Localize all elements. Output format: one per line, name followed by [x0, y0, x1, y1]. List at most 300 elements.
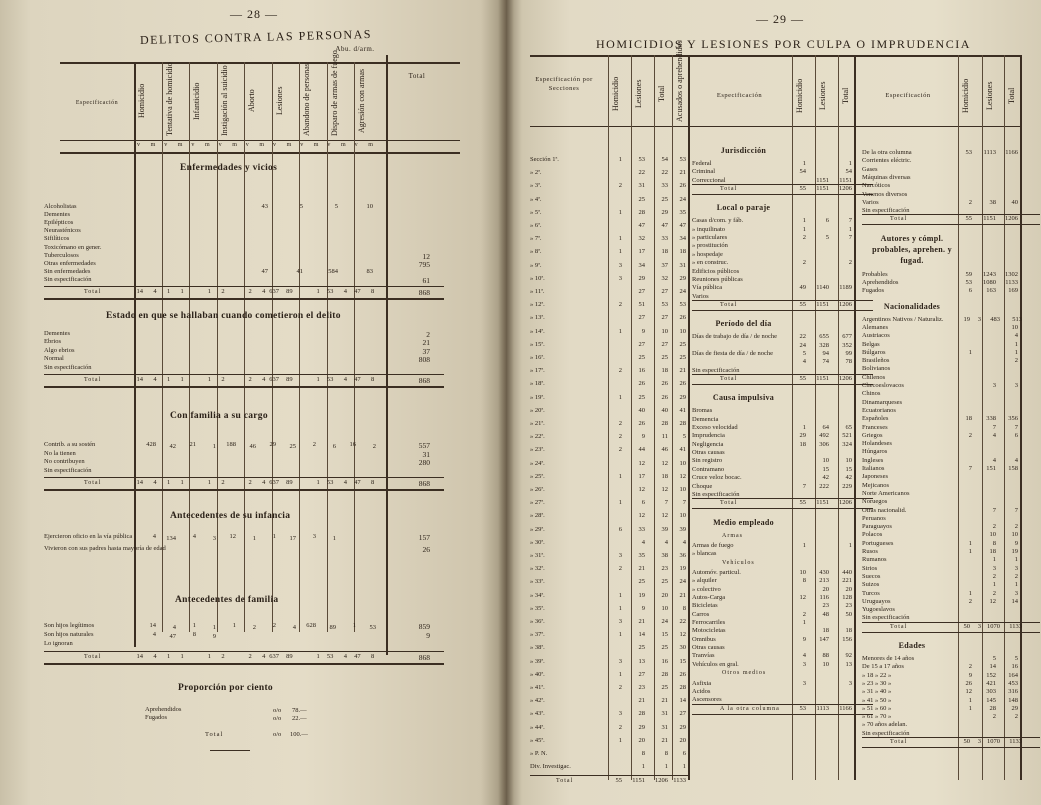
row-label: Ecuatorianos — [862, 406, 896, 414]
section-lesiones: 19 — [638, 591, 645, 599]
cell-value: 2 — [968, 663, 972, 671]
row-label: Portugueses — [862, 539, 894, 547]
cell-value: 1 — [212, 624, 216, 631]
total-value: 4 — [343, 479, 347, 487]
section-lesiones: 26 — [638, 380, 645, 388]
total-rule — [386, 55, 388, 655]
row-label: Dementes — [44, 330, 70, 337]
section-acusados: 10 — [679, 486, 686, 493]
cell-value: 1 — [992, 556, 996, 564]
section-acusados: 26 — [679, 380, 686, 388]
vm-label: v — [218, 142, 222, 148]
row-label: Aprehendidos — [145, 706, 182, 713]
total-value: 1133 — [1009, 738, 1022, 745]
total-label: Total — [720, 186, 738, 193]
total-value: 8 — [370, 653, 375, 660]
cell-value: 1 — [968, 704, 972, 712]
row-label: Asfixia — [692, 679, 712, 687]
section-acusados: 15 — [679, 657, 686, 665]
total-value: 55 — [615, 777, 622, 785]
section-total: 27 — [661, 288, 668, 295]
cell-value: 9 — [968, 671, 972, 679]
vm-label: m — [259, 142, 265, 148]
total-value: 8 — [370, 376, 375, 383]
total-value: 1206 — [839, 300, 852, 308]
row-label: Tuberculosos — [44, 251, 79, 259]
row-label: Normal — [44, 355, 64, 363]
vm-label: m — [205, 142, 210, 148]
cell-value: 6 — [1014, 431, 1018, 439]
cell-value: 1113 — [983, 149, 996, 156]
section-label: » 5ª. — [530, 208, 542, 216]
section-homicidio: 1 — [618, 208, 622, 216]
section-total: 4 — [664, 538, 668, 546]
row-label: Fugados — [862, 287, 885, 295]
total-sum: 868 — [418, 479, 430, 489]
column-header: Disparo de armas de fuego — [329, 50, 339, 136]
row-label: Brasileños — [862, 357, 890, 365]
section-label: » 36ª. — [530, 618, 545, 625]
row-label: » inquilinato — [692, 225, 726, 233]
row-label: » alquiler — [692, 577, 717, 585]
section-acusados: 21 — [679, 367, 686, 375]
total-top-rule — [44, 374, 444, 375]
cell-value: 18 — [822, 627, 829, 635]
total-value: 2 — [221, 479, 225, 487]
section-total: 25 — [661, 644, 668, 652]
section-homicidio: 2 — [618, 301, 622, 309]
column-rule — [189, 62, 190, 632]
section-acusados: 21 — [679, 591, 686, 599]
cell-value: 18 — [965, 415, 972, 423]
total-bottom-rule — [44, 663, 444, 665]
cell-value: 2 — [1014, 713, 1018, 721]
cell-value: 145 — [986, 696, 996, 704]
section-total: 27 — [661, 340, 668, 348]
section-acusados: 29 — [679, 723, 686, 731]
cell-value: 1 — [192, 622, 196, 629]
section-total: 47 — [661, 222, 668, 229]
cell-value: 1140 — [816, 284, 829, 292]
section-acusados: 35 — [679, 208, 686, 216]
section-lesiones: 32 — [638, 235, 645, 243]
total-value: 55 — [799, 300, 806, 308]
total-sum: 868 — [418, 288, 430, 297]
total-value: 55 — [799, 185, 806, 193]
total-value: 14 — [136, 653, 143, 660]
vm-label: m — [150, 142, 156, 148]
cell-value: 188 — [226, 441, 236, 448]
section-label: » P. N. — [530, 750, 548, 757]
row-label: Vía pública — [692, 284, 723, 292]
total-bottom-rule — [692, 714, 873, 715]
total-value: 53 — [326, 376, 334, 383]
section-lesiones: 16 — [638, 367, 645, 375]
cell-value: 2 — [312, 441, 316, 448]
cell-value: 1 — [272, 533, 276, 540]
section-total: 25 — [661, 354, 668, 361]
total-value: 4 — [153, 288, 157, 295]
cell-value: 2 — [992, 523, 996, 531]
section-lesiones: 27 — [638, 314, 645, 322]
total-bottom-rule — [862, 747, 1040, 748]
cell-value: 10 — [989, 531, 996, 539]
total-value: 2 — [221, 376, 225, 383]
cell-value: 2 — [802, 234, 806, 242]
column-rule — [815, 55, 816, 780]
row-label: Belgas — [862, 340, 880, 348]
cell-value: 147 — [819, 635, 829, 643]
section-label: » 6ª. — [530, 222, 542, 229]
row-label: » 70 años adelan. — [862, 721, 908, 729]
section-title: Período del día — [715, 319, 772, 329]
total-value: 53 — [799, 704, 806, 712]
section-homicidio: 2 — [618, 723, 622, 731]
section-total: 25 — [661, 684, 668, 691]
row-label: Vehículos en gral. — [692, 660, 739, 668]
row-label: » 51 » 60 » — [862, 704, 892, 712]
vm-label: v — [273, 142, 276, 148]
cell-value: 4 — [992, 431, 996, 439]
section-acusados: 29 — [679, 274, 686, 282]
total-label: A la otra columna — [720, 705, 780, 712]
vm-label: m — [341, 142, 346, 148]
row-label: Omnibus — [692, 635, 716, 643]
cell-value: 4 — [192, 533, 196, 540]
section-lesiones: 13 — [638, 657, 645, 665]
cell-value: 1 — [212, 443, 216, 450]
total-value: 55 — [965, 215, 972, 223]
cell-value: 12 — [229, 533, 236, 540]
row-label: Fugados — [145, 714, 168, 721]
cell-value: 1 — [1014, 581, 1018, 589]
cell-value: 46 — [249, 443, 256, 450]
cell-value: 2 — [802, 610, 806, 618]
row-label: Federal — [692, 160, 712, 167]
row-label: Demencia — [692, 415, 719, 423]
section-label: » 21ª. — [530, 420, 545, 427]
total-label: Total — [720, 301, 738, 308]
row-total: 280 — [418, 458, 430, 468]
section-label: » 29ª. — [530, 525, 545, 533]
section-lesiones: 28 — [638, 710, 645, 718]
row-label: Correccional — [692, 176, 726, 184]
cell-value: 18 — [989, 548, 996, 555]
column-header: Total — [657, 85, 666, 103]
section-lesiones: 29 — [638, 723, 645, 731]
section-total: 31 — [661, 723, 668, 731]
cell-value: 2 — [272, 622, 276, 629]
section-label: » 26ª. — [530, 486, 545, 493]
cell-value: 8 — [992, 539, 996, 547]
section-total: 23 — [661, 565, 668, 573]
column-end-rule — [854, 55, 856, 780]
row-label: Noruegos — [862, 498, 888, 506]
section-acusados: 26 — [679, 670, 686, 678]
total-value: 1133 — [1009, 622, 1022, 630]
cell-value: 213 — [819, 577, 829, 585]
section-total: 16 — [661, 657, 668, 665]
total-value: 89 — [286, 653, 293, 660]
row-label: Autos-Carga — [692, 594, 726, 601]
row-label: Yugoeslavos — [862, 606, 895, 614]
row-label: Contrib. a su sostén — [44, 441, 96, 448]
column-header: Lesiones — [818, 81, 827, 111]
section-label: » 44ª. — [530, 723, 545, 731]
cell-value: 7 — [968, 465, 972, 472]
cell-value: 88 — [822, 652, 829, 660]
vm-label: v — [137, 142, 140, 148]
cell-value: 2 — [968, 198, 972, 206]
total-value: 1 — [207, 479, 211, 487]
section-title: Antecedentes de familia — [175, 595, 279, 605]
total-top-rule — [44, 477, 444, 478]
header-bottom-rule — [530, 126, 1020, 127]
column-header: Homicidio — [137, 83, 146, 119]
row-label: Son hijos naturales — [44, 631, 94, 638]
cell-value: 2 — [968, 597, 972, 605]
section-lesiones: 21 — [638, 618, 645, 625]
total-value: 4 — [262, 288, 266, 295]
percent-value: 22.— — [292, 715, 307, 722]
cell-value: 328 — [819, 341, 829, 349]
cell-value: 677 — [842, 333, 852, 341]
cell-value: 40 — [1011, 198, 1018, 206]
row-label: » 31 » 40 » — [862, 688, 892, 696]
section-title: Autores y cómpl. probables, aprehen. y fugad. — [872, 233, 952, 265]
total-value: 4 — [153, 653, 157, 660]
row-total: 26 — [422, 545, 430, 554]
section-lesiones: 47 — [638, 222, 645, 229]
cell-value: 222 — [819, 482, 829, 490]
section-homicidio: 1 — [618, 248, 622, 256]
cell-value: 43 — [261, 203, 268, 210]
row-label: Algo ebrios — [44, 346, 75, 354]
section-acusados: 14 — [679, 697, 686, 705]
cell-value: 1189 — [839, 284, 852, 292]
section-homicidio: 1 — [618, 235, 622, 243]
total-value: 2 — [248, 479, 252, 487]
section-acusados: 25 — [679, 354, 686, 361]
row-label: Sin especificación — [862, 207, 910, 215]
section-total: 21 — [661, 697, 668, 705]
cell-value: 22 — [799, 333, 806, 341]
row-label: Menores de 14 años — [862, 655, 915, 662]
section-total: 18 — [661, 472, 668, 480]
total-value: 55 — [799, 499, 806, 507]
section-homicidio: 3 — [618, 657, 622, 665]
subsection-title: Otros medios — [722, 670, 767, 677]
cell-value: 4 — [172, 624, 176, 631]
section-title: Con familia a su cargo — [170, 411, 268, 421]
column-header: Homicidio — [795, 78, 804, 114]
cell-value: 3 — [802, 660, 806, 668]
cell-value: 10 — [822, 457, 829, 465]
total-value: 1151 — [816, 499, 829, 507]
cell-value: 42 — [169, 443, 176, 450]
section-label: » 22ª. — [530, 433, 545, 441]
section-label: » 15ª. — [530, 340, 545, 348]
cell-value: 2 — [1014, 523, 1018, 531]
row-label: Gases — [862, 165, 878, 173]
total-value: 89 — [286, 288, 293, 295]
column-header: Tentativa de homicidio — [164, 62, 174, 136]
section-acusados: 21 — [679, 169, 686, 177]
spec-header: Especificación — [75, 100, 119, 106]
row-label: Sin especificación — [692, 490, 740, 498]
section-total: 39 — [661, 525, 668, 533]
total-label: Total — [556, 778, 574, 785]
row-label: Búlgaros — [862, 348, 886, 356]
section-acusados: 12 — [679, 472, 686, 480]
section-lesiones: 6 — [641, 499, 645, 507]
section-total: 33 — [661, 182, 668, 190]
row-label: Días de trabajo de día / de noche — [692, 333, 778, 341]
section-acusados: 10 — [679, 512, 686, 520]
section-acusados: 47 — [679, 222, 686, 229]
column-header: Acusados o aprehendidos — [675, 40, 684, 122]
cell-value: 1 — [802, 541, 806, 549]
section-lesiones: 25 — [638, 578, 645, 586]
cell-value: 2 — [992, 713, 996, 721]
section-label: » 25ª. — [530, 472, 545, 480]
cell-value: 584 — [328, 267, 338, 275]
section-homicidio: 2 — [618, 420, 622, 427]
total-value: 50 — [963, 738, 970, 745]
row-total: 2 — [426, 330, 430, 339]
header-bottom-rule — [60, 140, 460, 141]
cell-value: 134 — [166, 535, 176, 542]
cell-value: 1 — [232, 622, 236, 629]
total-value: 1151 — [816, 185, 829, 193]
row-label: De la otra columna — [862, 149, 912, 156]
cell-value: 89 — [329, 624, 336, 631]
cell-value: 151 — [986, 465, 996, 472]
cell-value: 1 — [252, 535, 256, 542]
total-value: 2 — [221, 288, 225, 295]
row-total: 859 — [418, 622, 430, 631]
total-value: 1 — [316, 376, 320, 383]
row-label: » particulares — [692, 234, 728, 242]
row-label: Sin especificación — [44, 466, 92, 474]
cell-value: 1080 — [983, 279, 996, 286]
total-label: Total — [890, 623, 908, 630]
section-acusados: 26 — [679, 182, 686, 190]
cell-value: 53 — [965, 279, 972, 286]
table-top-rule — [60, 62, 460, 64]
section-lesiones: 8 — [641, 750, 645, 757]
total-bottom-rule — [862, 224, 1040, 225]
section-label: » 42ª. — [530, 697, 545, 705]
row-label: Casas d/com. y fáb. — [692, 217, 744, 225]
cell-value: 628 — [306, 622, 316, 629]
cell-value: 430 — [819, 568, 829, 576]
total-value: 4 — [262, 376, 266, 383]
section-acusados: 10 — [679, 459, 686, 467]
section-lesiones: 34 — [638, 261, 645, 269]
total-label: Total — [84, 480, 102, 487]
spec-rule — [134, 62, 136, 647]
cell-value: 440 — [842, 568, 852, 576]
cell-value: 2 — [802, 259, 806, 267]
cell-value: 4 — [802, 652, 806, 660]
row-label: Ingleses — [862, 456, 884, 464]
vm-label: m — [177, 142, 183, 148]
cell-value: 53 — [369, 624, 376, 631]
total-value: 47 — [354, 479, 361, 487]
total-value: 53 — [326, 479, 334, 487]
total-label: Total — [720, 376, 738, 382]
total-value: 47 — [354, 376, 361, 383]
total-value: 14 — [136, 479, 143, 487]
cell-value: 4 — [992, 456, 996, 464]
column-end-rule — [1020, 55, 1022, 780]
total-value: 1206 — [839, 185, 852, 193]
total-value: 1206 — [839, 499, 852, 507]
total-value: 89 — [286, 479, 293, 487]
section-label: » 18ª. — [530, 380, 545, 388]
row-label: Armas de fuego — [692, 541, 734, 549]
total-value: 637 — [269, 479, 279, 487]
row-label: Vivieron con sus padres hasta mayoría de edad — [44, 545, 166, 552]
cell-value: 6 — [332, 443, 336, 450]
section-total: 27 — [661, 314, 668, 322]
section-label: » 10ª. — [530, 274, 545, 282]
cell-value: 7 — [992, 506, 996, 514]
cell-value: 1 — [1014, 340, 1018, 348]
total-value: 53 — [326, 288, 334, 295]
cell-value: 9 — [1014, 539, 1018, 547]
cell-value: 54 — [799, 168, 806, 176]
section-total: 25 — [661, 578, 668, 586]
row-label: Argentinos Nativos / Naturaliz. — [862, 315, 944, 323]
cell-value: 12 — [965, 688, 972, 696]
cell-value: 1 — [968, 696, 972, 704]
unit-label: o/o — [273, 715, 282, 722]
section-total: 26 — [661, 380, 668, 388]
section-homicidio: 1 — [618, 393, 622, 401]
total-value: 50 — [963, 622, 970, 630]
row-label: Automóv. particul. — [692, 568, 741, 576]
section-lesiones: 27 — [638, 670, 645, 678]
row-label: Ejercieron oficio en la vía pública — [44, 533, 133, 540]
total-sum: 868 — [418, 376, 430, 385]
section-acusados: 19 — [679, 565, 686, 573]
cell-value: 12 — [989, 597, 996, 605]
column-end-rule — [688, 55, 690, 780]
row-label: Rusos — [862, 548, 878, 555]
total-label: Total — [890, 216, 908, 223]
section-label: Div. Investigac. — [530, 763, 571, 771]
cell-value: 453 — [1008, 679, 1018, 687]
cell-value: 10 — [845, 457, 852, 465]
section-homicidio: 2 — [618, 446, 622, 454]
cell-value: 10 — [822, 660, 829, 668]
row-label: Uruguayos — [862, 597, 891, 605]
cell-value: 1243 — [983, 270, 996, 278]
cell-value: 7 — [992, 423, 996, 431]
section-acusados: 39 — [679, 525, 686, 533]
cell-value: 3 — [1014, 589, 1018, 597]
total-value: 1206 — [1005, 215, 1018, 223]
cell-value: 163 — [986, 287, 996, 295]
total-value: 4 — [153, 376, 157, 383]
cell-value: 29 — [1011, 704, 1018, 712]
total-value: 1 — [207, 288, 211, 295]
book-gutter — [498, 0, 514, 805]
cell-value: 483 — [990, 315, 1000, 323]
section-acusados: 29 — [679, 393, 686, 401]
